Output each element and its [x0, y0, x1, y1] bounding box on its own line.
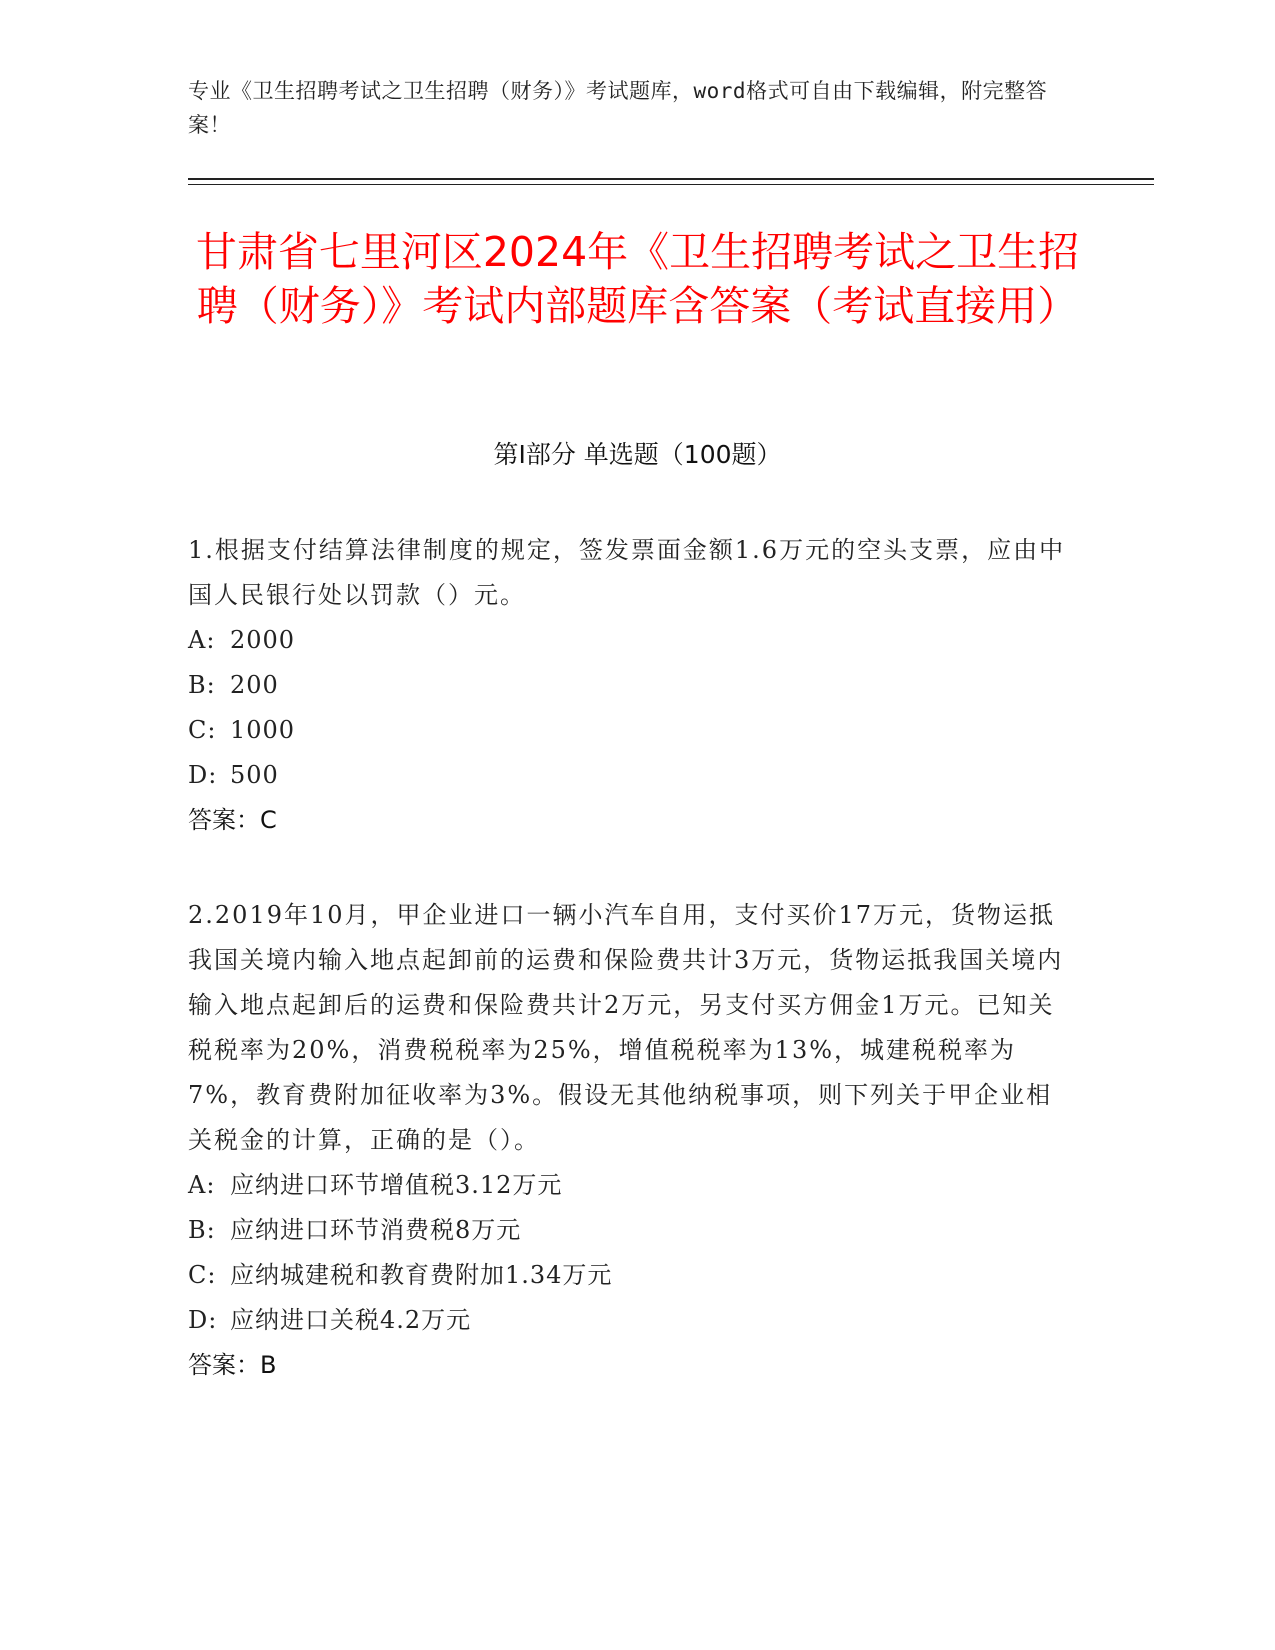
option-a: [188, 618, 1068, 663]
option-text: 500: [230, 761, 279, 789]
option-text: 2000: [230, 626, 296, 654]
option-text: 应纳进口关税4.2万元: [230, 1306, 472, 1334]
option-d: [188, 753, 1068, 798]
option-letter: A:: [188, 626, 216, 654]
answer-line: 答案：C: [188, 806, 277, 834]
option-letter: B:: [188, 1216, 216, 1244]
section-heading: 第I部分 单选题（100题）: [493, 440, 782, 469]
answer-line: 答案：B: [188, 1351, 277, 1379]
question-stem: 2.2019年10月，甲企业进口一辆小汽车自用，支付买价17万元，货物运抵我国关境内输入地点起卸前的运费和保险费共计3万元，货物运抵我国关境内输入地点起卸后的运费和保险费共计2万元，另支付买方佣金1万元。已知关税税率为20%，消费税税率为25%，增值税税率为13%，城建税税率为7%，教育费附加征收率为3%。假设无其他纳税事项，则下列关于甲企业相关税金的计算，正确的是（）。: [188, 901, 1064, 1154]
document-title: 甘肃省七里河区2024年《卫生招聘考试之卫生招聘（财务）》考试内部题库含答案（考试直接用）: [195, 228, 1080, 330]
option-d: [188, 1298, 1068, 1343]
option-letter: C:: [188, 716, 217, 744]
question-2: [188, 893, 1068, 1388]
header-divider-thin: [188, 184, 1154, 185]
option-letter: D:: [188, 761, 218, 789]
option-c: [188, 1253, 1068, 1298]
question-1: [188, 528, 1068, 843]
header-divider-thick: [188, 178, 1154, 180]
option-text: 应纳进口环节消费税8万元: [230, 1216, 522, 1244]
option-b: [188, 1208, 1068, 1253]
option-b: [188, 663, 1068, 708]
question-list: [188, 528, 1068, 1438]
option-letter: D:: [188, 1306, 218, 1334]
option-text: 应纳城建税和教育费附加1.34万元: [230, 1261, 613, 1289]
header-note: 专业《卫生招聘考试之卫生招聘（财务）》考试题库，word格式可自由下载编辑，附完整答案！: [188, 79, 1048, 137]
option-letter: B:: [188, 671, 216, 699]
question-stem: 1.根据支付结算法律制度的规定，签发票面金额1.6万元的空头支票，应由中国人民银行处以罚款（）元。: [188, 536, 1066, 609]
option-c: [188, 708, 1068, 753]
option-text: 200: [230, 671, 279, 699]
option-text: 应纳进口环节增值税3.12万元: [230, 1171, 563, 1199]
option-text: 1000: [230, 716, 296, 744]
option-letter: C:: [188, 1261, 217, 1289]
option-a: [188, 1163, 1068, 1208]
option-letter: A:: [188, 1171, 216, 1199]
